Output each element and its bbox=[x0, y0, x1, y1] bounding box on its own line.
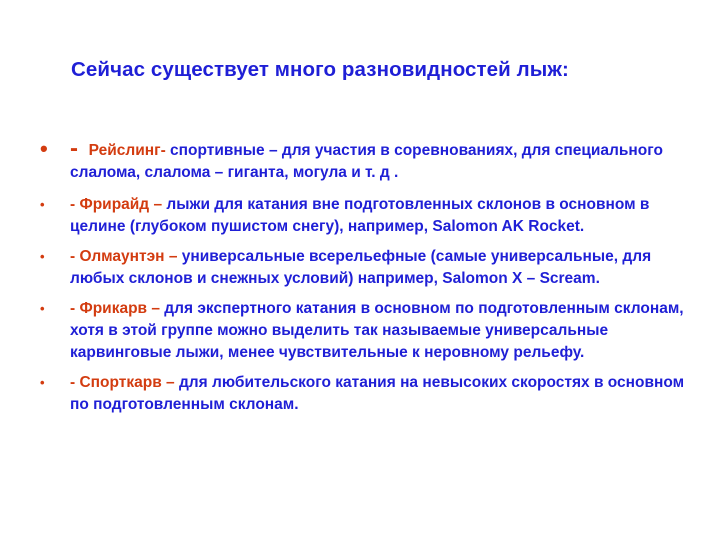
item-term: - Фрикарв – bbox=[70, 300, 160, 317]
list-item-allmountain bbox=[40, 246, 690, 290]
item-description: спортивные – для участия в соревнованиях, для специального слалома, слалома – гиганта, могула и т. д . bbox=[70, 142, 663, 181]
list-item-reysling bbox=[40, 135, 690, 184]
bullet-icon: • bbox=[40, 197, 45, 212]
item-term: - Фрирайд – bbox=[70, 196, 163, 213]
item-term: - Спорткарв – bbox=[70, 374, 175, 391]
item-prefix-dash: - bbox=[70, 135, 85, 162]
item-term: - Олмаунтэн – bbox=[70, 248, 178, 265]
bullet-icon: • bbox=[40, 136, 48, 161]
item-description: универсальные всерельефные (самые универсальные, для любых склонов и снежных условий) например, Salomon X – Scream. bbox=[70, 248, 652, 287]
item-description: для любительского катания на невысоких скоростях в основном по подготовленным склонам. bbox=[70, 374, 685, 413]
list-item-freecarve bbox=[40, 298, 690, 364]
bullet-icon: • bbox=[40, 249, 45, 264]
list-item-freeride bbox=[40, 194, 690, 238]
bullet-icon: • bbox=[40, 375, 45, 390]
list-item-sportcarve bbox=[40, 372, 690, 416]
bullet-icon: • bbox=[40, 301, 45, 316]
item-description: для экспертного катания в основном по подготовленным склонам, хотя в этой группе можно выделить так называемые универсальные карвинговые лыжи, менее чувствительные к неровному рельефу. bbox=[70, 300, 684, 361]
bullet-list bbox=[40, 135, 690, 424]
item-term: Рейслинг- bbox=[88, 142, 166, 159]
slide-title: Сейчас существует много разновидностей лыж: bbox=[71, 58, 569, 81]
item-description: лыжи для катания вне подготовленных склонов в основном в целине (глубоком пушистом снегу), например, Salomon AK Rocket. bbox=[70, 196, 650, 235]
